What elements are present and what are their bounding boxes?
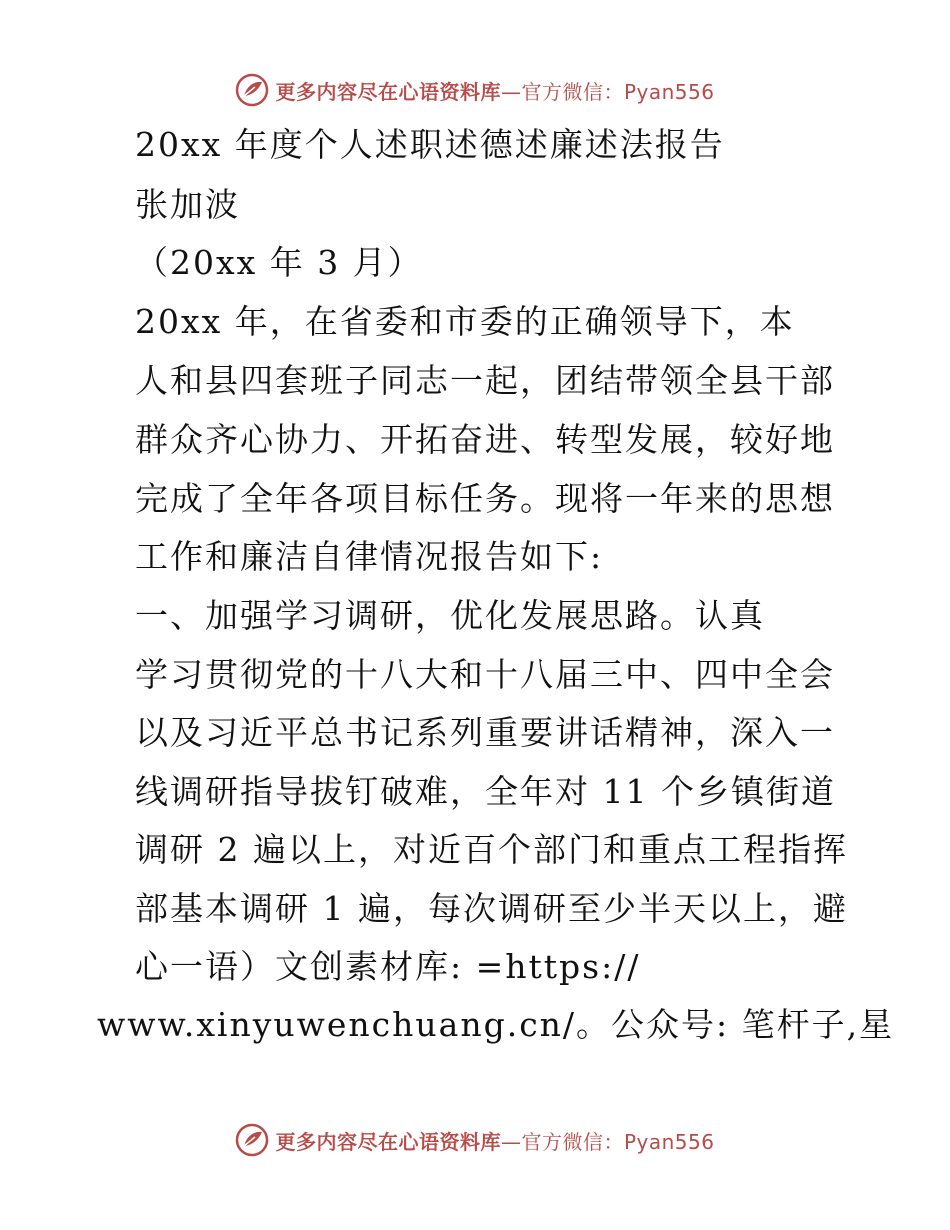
document-title: 20xx 年度个人述职述德述廉述法报告 [135, 125, 725, 164]
paragraph-line: 20xx 年，在省委和市委的正确领导下，本 [135, 302, 795, 341]
paragraph-line: 部基本调研 1 遍，每次调研至少半天以上，避 [135, 889, 848, 928]
document-date: （20xx 年 3 月） [135, 243, 423, 282]
section-heading-line: 一、加强学习调研，优化发展思路。认真 [135, 596, 765, 635]
paragraph-line: 人和县四套班子同志一起，团结带领全县干部 [135, 361, 835, 400]
watermark-brand: 更多内容尽在心语资料库 [275, 79, 501, 104]
watermark-brand: 更多内容尽在心语资料库 [275, 1129, 501, 1154]
paragraph-line: 以及习近平总书记系列重要讲话精神，深入一 [135, 713, 835, 752]
watermark-text [275, 76, 714, 105]
footer-watermark [0, 1120, 950, 1160]
paragraph-line: 调研 2 遍以上，对近百个部门和重点工程指挥 [135, 830, 848, 869]
paragraph-line: 心一语）文创素材库: =https:// [135, 947, 641, 986]
paragraph-line: 学习贯彻党的十八大和十八届三中、四中全会 [135, 655, 835, 694]
watermark-contact: —官方微信：Pyan556 [500, 79, 715, 104]
leaf-seal-icon [235, 1123, 269, 1157]
header-watermark [0, 70, 950, 110]
leaf-seal-icon [235, 73, 269, 107]
watermark-text [275, 1126, 714, 1155]
paragraph-line: 群众齐心协力、开拓奋进、转型发展，较好地 [135, 420, 835, 459]
paragraph-line: 完成了全年各项目标任务。现将一年来的思想 [135, 479, 835, 518]
paragraph-line: 工作和廉洁自律情况报告如下: [135, 537, 604, 576]
paragraph-line: 线调研指导拔钉破难，全年对 11 个乡镇街道 [135, 772, 836, 811]
document-author: 张加波 [135, 185, 240, 224]
watermark-contact: —官方微信：Pyan556 [500, 1129, 715, 1154]
paragraph-line-url: www.xinyuwenchuang.cn/。公众号: 笔杆子,星 [97, 1005, 895, 1044]
